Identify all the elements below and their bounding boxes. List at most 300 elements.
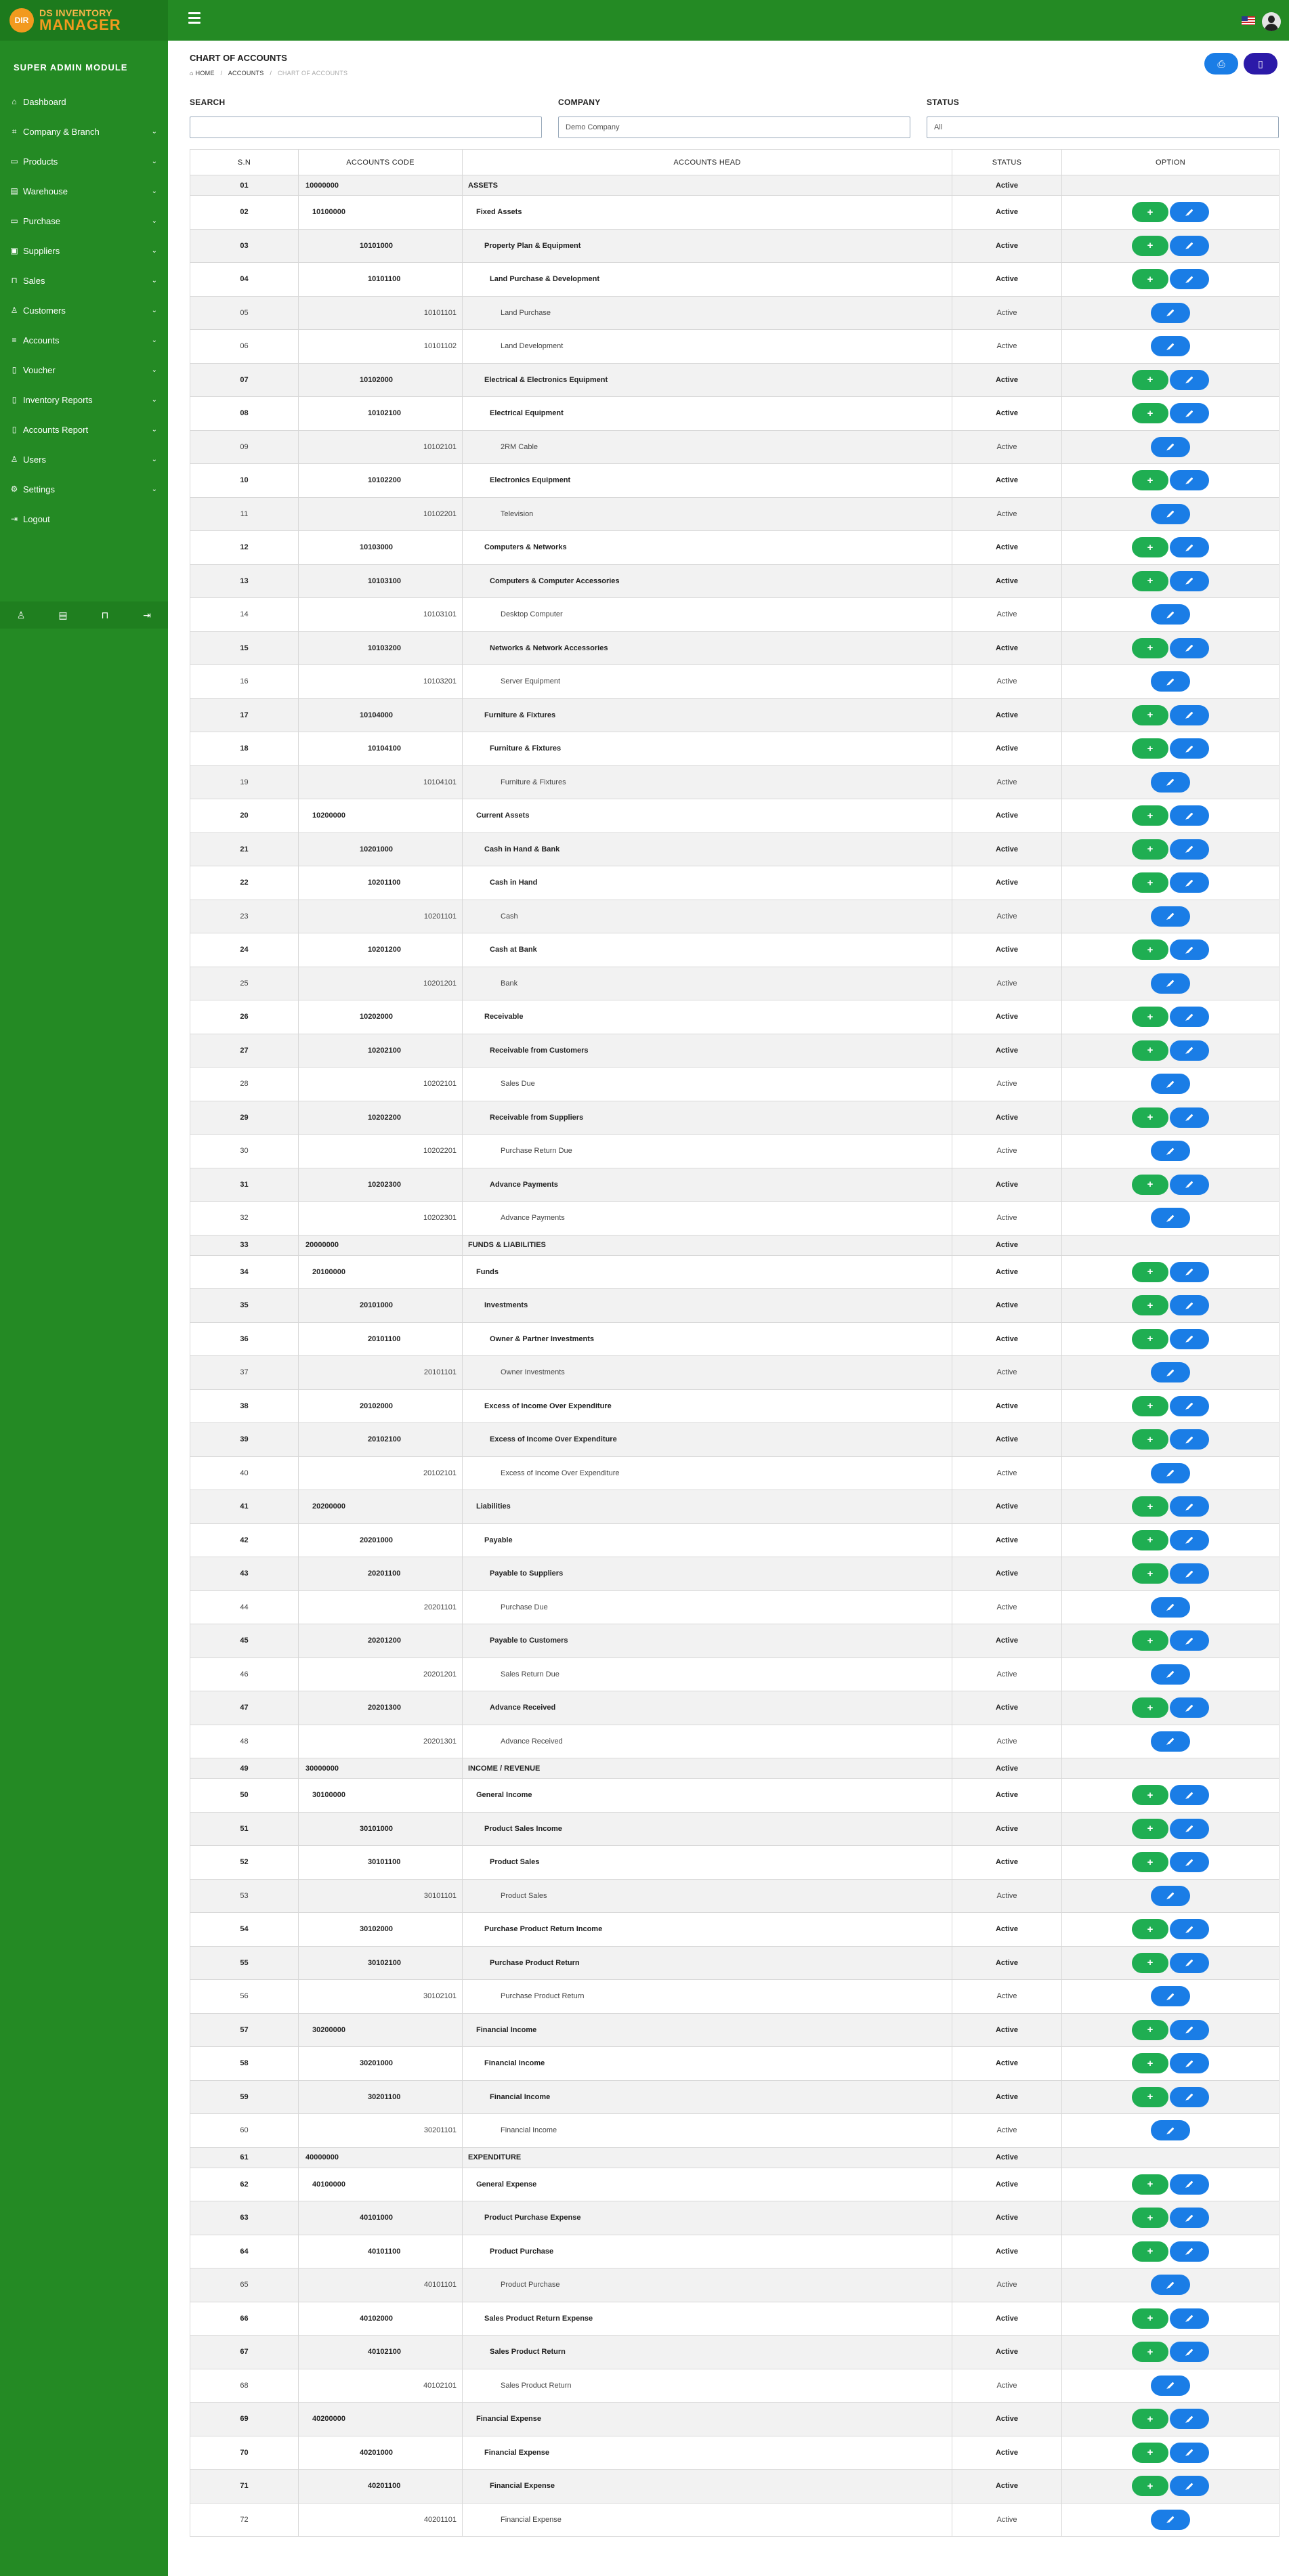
- plus-icon: +: [1147, 843, 1154, 856]
- table-row: [190, 1779, 1280, 1813]
- add-sub-account-button[interactable]: [1132, 1953, 1168, 1973]
- row-sn: 01: [190, 175, 299, 196]
- row-account-head: Sales Due: [463, 1068, 952, 1101]
- sidebar-item-sales[interactable]: [0, 266, 168, 295]
- home-icon[interactable]: ⌂: [190, 70, 194, 77]
- edit-account-button[interactable]: [1170, 537, 1209, 557]
- row-options: [1062, 1946, 1280, 1980]
- sidebar-item-label: Voucher: [23, 364, 56, 375]
- edit-account-button[interactable]: [1170, 2020, 1209, 2040]
- row-options: [1062, 1846, 1280, 1880]
- add-sub-account-button[interactable]: [1132, 2308, 1168, 2329]
- edit-account-button[interactable]: [1151, 1886, 1190, 1906]
- add-sub-account-button[interactable]: [1132, 2409, 1168, 2429]
- edit-account-button[interactable]: [1151, 906, 1190, 927]
- row-sn: 41: [190, 1490, 299, 1524]
- sidebar-item-products[interactable]: [0, 146, 168, 176]
- edit-account-button[interactable]: [1151, 2275, 1190, 2295]
- edit-account-button[interactable]: [1170, 1819, 1209, 1839]
- plus-icon: +: [1147, 206, 1154, 218]
- add-sub-account-button[interactable]: [1132, 1007, 1168, 1027]
- company-select[interactable]: Demo Company: [558, 117, 910, 138]
- row-status: Active: [952, 2403, 1062, 2436]
- plus-icon: +: [1147, 374, 1154, 386]
- pencil-icon: [1186, 2449, 1193, 2456]
- row-status: Active: [952, 363, 1062, 397]
- row-account-head: Product Purchase: [463, 2235, 952, 2268]
- print-button[interactable]: [1204, 53, 1238, 75]
- edit-account-button[interactable]: [1170, 1785, 1209, 1805]
- sign-out-icon[interactable]: ⇥: [143, 609, 151, 620]
- row-status: Active: [952, 2168, 1062, 2201]
- row-status: Active: [952, 900, 1062, 933]
- add-sub-account-button[interactable]: [1132, 403, 1168, 423]
- breadcrumb-home[interactable]: HOME: [195, 70, 215, 77]
- row-options: [1062, 2470, 1280, 2504]
- row-options: [1062, 2369, 1280, 2403]
- plus-icon: +: [1147, 2091, 1154, 2103]
- edit-account-button[interactable]: [1151, 1074, 1190, 1094]
- add-sub-account-button[interactable]: [1132, 1530, 1168, 1550]
- plus-icon: +: [1147, 407, 1154, 419]
- row-account-code: 10104101: [299, 765, 463, 799]
- edit-account-button[interactable]: [1170, 2443, 1209, 2463]
- edit-account-button[interactable]: [1170, 370, 1209, 390]
- plus-icon: +: [1147, 2245, 1154, 2258]
- row-account-code: 20201100: [299, 1557, 463, 1591]
- table-row: [190, 2336, 1280, 2369]
- add-sub-account-button[interactable]: [1132, 1496, 1168, 1517]
- plus-icon: +: [1147, 240, 1154, 252]
- row-options: [1062, 1235, 1280, 1255]
- sidebar-item-company-branch[interactable]: [0, 117, 168, 146]
- edit-account-button[interactable]: [1170, 2087, 1209, 2107]
- chevron-down-icon: ⌄: [151, 127, 157, 135]
- table-row: [190, 1068, 1280, 1101]
- edit-account-button[interactable]: [1170, 1496, 1209, 1517]
- avatar[interactable]: [1262, 12, 1281, 31]
- add-sub-account-button[interactable]: [1132, 2443, 1168, 2463]
- plus-icon: +: [1147, 2178, 1154, 2191]
- plus-icon: +: [1147, 1333, 1154, 1345]
- edit-account-button[interactable]: [1170, 2241, 1209, 2262]
- pencil-icon: [1167, 1470, 1174, 1477]
- plus-icon: +: [1147, 1789, 1154, 1801]
- edit-account-button[interactable]: [1170, 638, 1209, 658]
- add-sub-account-button[interactable]: [1132, 571, 1168, 591]
- edit-account-button[interactable]: [1170, 1329, 1209, 1349]
- table-row: [190, 1758, 1280, 1779]
- sidebar-item-accounts-report[interactable]: [0, 415, 168, 444]
- row-sn: 05: [190, 296, 299, 330]
- edit-account-button[interactable]: [1170, 1953, 1209, 1973]
- add-sub-account-button[interactable]: [1132, 370, 1168, 390]
- print-icon: ⎙: [1217, 58, 1225, 69]
- row-status: Active: [952, 1356, 1062, 1390]
- row-account-code: 30101101: [299, 1879, 463, 1913]
- plus-icon: +: [1147, 1011, 1154, 1023]
- edit-account-button[interactable]: [1170, 236, 1209, 256]
- edit-account-button[interactable]: [1170, 1563, 1209, 1584]
- edit-account-button[interactable]: [1170, 1396, 1209, 1416]
- add-sub-account-button[interactable]: [1132, 939, 1168, 960]
- edit-account-button[interactable]: [1170, 1107, 1209, 1128]
- row-account-code: 10102000: [299, 363, 463, 397]
- edit-account-button[interactable]: [1151, 1362, 1190, 1382]
- edit-account-button[interactable]: [1151, 303, 1190, 323]
- search-input[interactable]: [190, 117, 542, 138]
- row-status: Active: [952, 1913, 1062, 1947]
- add-sub-account-button[interactable]: [1132, 1697, 1168, 1718]
- pencil-icon: [1167, 1215, 1174, 1221]
- cart-icon: ▭: [10, 216, 18, 226]
- profile-icon[interactable]: ♙: [16, 609, 26, 620]
- edit-account-button[interactable]: [1170, 705, 1209, 725]
- row-account-head: 2RM Cable: [463, 430, 952, 464]
- row-account-code: 10104100: [299, 732, 463, 766]
- sidebar-item-suppliers[interactable]: [0, 236, 168, 266]
- pencil-icon: [1186, 1302, 1193, 1309]
- table-row: [190, 1000, 1280, 1034]
- pencil-icon: [1186, 276, 1193, 282]
- edit-account-button[interactable]: [1151, 1597, 1190, 1618]
- add-sub-account-button[interactable]: [1132, 1262, 1168, 1282]
- plus-icon: +: [1147, 273, 1154, 285]
- row-options: [1062, 175, 1280, 196]
- row-sn: 65: [190, 2268, 299, 2302]
- edit-account-button[interactable]: [1170, 2174, 1209, 2195]
- row-sn: 16: [190, 665, 299, 699]
- add-sub-account-button[interactable]: [1132, 2208, 1168, 2228]
- edit-account-button[interactable]: [1170, 202, 1209, 222]
- header-option: OPTION: [1062, 150, 1280, 175]
- edit-account-button[interactable]: [1151, 2376, 1190, 2396]
- edit-account-button[interactable]: [1170, 805, 1209, 826]
- row-status: Active: [952, 175, 1062, 196]
- row-sn: 48: [190, 1725, 299, 1758]
- add-sub-account-button[interactable]: [1132, 1040, 1168, 1061]
- row-options: [1062, 765, 1280, 799]
- table-row: [190, 1255, 1280, 1289]
- pencil-icon: [1186, 1825, 1193, 1832]
- row-account-head: Owner & Partner Investments: [463, 1322, 952, 1356]
- add-sub-account-button[interactable]: [1132, 236, 1168, 256]
- row-account-head: Sales Product Return: [463, 2336, 952, 2369]
- table-row: [190, 933, 1280, 967]
- row-options: [1062, 564, 1280, 598]
- row-status: Active: [952, 1946, 1062, 1980]
- add-sub-account-button[interactable]: [1132, 1429, 1168, 1450]
- sidebar-item-settings[interactable]: [0, 474, 168, 504]
- edit-account-button[interactable]: [1170, 571, 1209, 591]
- table-row: [190, 531, 1280, 565]
- add-sub-account-button[interactable]: [1132, 1396, 1168, 1416]
- add-sub-account-button[interactable]: [1132, 805, 1168, 826]
- add-sub-account-button[interactable]: [1132, 1107, 1168, 1128]
- edit-account-button[interactable]: [1170, 1040, 1209, 1061]
- warehouse-icon: ▤: [10, 186, 18, 196]
- pencil-icon: [1167, 2281, 1174, 2288]
- add-sub-account-button[interactable]: [1132, 2087, 1168, 2107]
- add-sub-account-button[interactable]: [1132, 470, 1168, 490]
- edit-account-button[interactable]: [1170, 2053, 1209, 2073]
- add-sub-account-button[interactable]: [1132, 1563, 1168, 1584]
- row-account-code: 10201201: [299, 967, 463, 1000]
- row-status: Active: [952, 1812, 1062, 1846]
- add-sub-account-button[interactable]: [1132, 738, 1168, 759]
- add-sub-account-button[interactable]: [1132, 1819, 1168, 1839]
- table-row: [190, 1879, 1280, 1913]
- row-account-code: 20201200: [299, 1624, 463, 1658]
- row-account-code: 20201301: [299, 1725, 463, 1758]
- edit-account-button[interactable]: [1151, 437, 1190, 457]
- edit-account-button[interactable]: [1170, 1175, 1209, 1195]
- sidebar-item-purchase[interactable]: [0, 206, 168, 236]
- add-sub-account-button[interactable]: [1132, 1852, 1168, 1872]
- row-options: [1062, 2080, 1280, 2114]
- add-sub-account-button[interactable]: [1132, 202, 1168, 222]
- pencil-icon: [1186, 2248, 1193, 2255]
- row-sn: 55: [190, 1946, 299, 1980]
- module-title: SUPER ADMIN MODULE: [14, 62, 128, 72]
- add-sub-account-button[interactable]: [1132, 269, 1168, 289]
- row-status: Active: [952, 229, 1062, 263]
- add-sub-account-button[interactable]: [1132, 1295, 1168, 1315]
- pencil-icon: [1167, 1147, 1174, 1154]
- edit-account-button[interactable]: [1170, 2409, 1209, 2429]
- plus-icon: +: [1147, 1400, 1154, 1412]
- row-account-code: 30201101: [299, 2114, 463, 2148]
- lock-icon[interactable]: ⊓: [101, 609, 109, 620]
- row-sn: 09: [190, 430, 299, 464]
- sidebar-item-accounts[interactable]: [0, 325, 168, 355]
- pencil-icon: [1167, 2382, 1174, 2389]
- row-account-code: 10102100: [299, 397, 463, 431]
- header-accounts-head: ACCOUNTS HEAD: [463, 150, 952, 175]
- sidebar-item-label: Sales: [23, 275, 45, 286]
- row-options: [1062, 1557, 1280, 1591]
- pencil-icon: [1186, 1181, 1193, 1188]
- add-sub-account-button[interactable]: [1132, 2342, 1168, 2362]
- add-sub-account-button[interactable]: [1132, 2174, 1168, 2195]
- edit-account-button[interactable]: [1151, 1731, 1190, 1752]
- plus-icon: +: [1147, 1179, 1154, 1191]
- row-account-code: 40102100: [299, 2336, 463, 2369]
- add-sub-account-button[interactable]: [1132, 1329, 1168, 1349]
- add-sub-account-button[interactable]: [1132, 2476, 1168, 2496]
- pdf-button[interactable]: [1244, 53, 1277, 75]
- row-account-code: 40000000: [299, 2147, 463, 2168]
- row-sn: 39: [190, 1423, 299, 1457]
- row-account-head: EXPENDITURE: [463, 2147, 952, 2168]
- table-row: [190, 866, 1280, 900]
- edit-account-button[interactable]: [1170, 1530, 1209, 1550]
- add-sub-account-button[interactable]: [1132, 638, 1168, 658]
- sidebar-item-logout[interactable]: [0, 504, 168, 534]
- edit-account-button[interactable]: [1151, 1463, 1190, 1483]
- row-account-code: 30200000: [299, 2013, 463, 2047]
- row-account-head: Sales Product Return: [463, 2369, 952, 2403]
- sidebar-item-voucher[interactable]: [0, 355, 168, 385]
- table-header-row: [190, 150, 1280, 175]
- table-row: [190, 1389, 1280, 1423]
- table-row: [190, 2403, 1280, 2436]
- edit-account-button[interactable]: [1170, 1295, 1209, 1315]
- breadcrumb-accounts[interactable]: ACCOUNTS: [228, 70, 264, 77]
- row-sn: 33: [190, 1235, 299, 1255]
- row-sn: 59: [190, 2080, 299, 2114]
- edit-account-button[interactable]: [1170, 2308, 1209, 2329]
- row-account-code: 40101101: [299, 2268, 463, 2302]
- row-status: Active: [952, 397, 1062, 431]
- edit-account-button[interactable]: [1151, 772, 1190, 793]
- edit-account-button[interactable]: [1170, 1697, 1209, 1718]
- edit-account-button[interactable]: [1151, 1208, 1190, 1228]
- edit-account-button[interactable]: [1151, 336, 1190, 356]
- pencil-icon: [1167, 1993, 1174, 2000]
- row-options: [1062, 196, 1280, 230]
- edit-account-button[interactable]: [1151, 2510, 1190, 2530]
- sidebar-item-inventory-reports[interactable]: [0, 385, 168, 415]
- row-sn: 07: [190, 363, 299, 397]
- row-account-code: 10202301: [299, 1202, 463, 1236]
- plus-icon: +: [1147, 1957, 1154, 1969]
- edit-account-button[interactable]: [1151, 973, 1190, 994]
- pencil-icon: [1186, 1926, 1193, 1933]
- row-options: [1062, 1423, 1280, 1457]
- status-select[interactable]: All: [927, 117, 1279, 138]
- edit-account-button[interactable]: [1170, 2476, 1209, 2496]
- row-status: Active: [952, 631, 1062, 665]
- edit-account-button[interactable]: [1170, 1262, 1209, 1282]
- pdf-file-icon: ▯: [1258, 58, 1263, 69]
- row-status: Active: [952, 765, 1062, 799]
- id-card-icon[interactable]: ▤: [58, 609, 68, 620]
- pencil-icon: [1186, 2315, 1193, 2322]
- add-sub-account-button[interactable]: [1132, 872, 1168, 893]
- us-flag-icon[interactable]: [1242, 16, 1255, 25]
- edit-account-button[interactable]: [1151, 504, 1190, 524]
- row-account-code: 30201100: [299, 2080, 463, 2114]
- edit-account-button[interactable]: [1151, 1141, 1190, 1161]
- row-account-code: 20101100: [299, 1322, 463, 1356]
- row-options: [1062, 2436, 1280, 2470]
- pencil-icon: [1186, 1704, 1193, 1711]
- sidebar-item-label: Customers: [23, 305, 66, 316]
- add-sub-account-button[interactable]: [1132, 537, 1168, 557]
- edit-account-button[interactable]: [1170, 939, 1209, 960]
- chevron-down-icon: ⌄: [151, 396, 157, 404]
- edit-account-button[interactable]: [1170, 2208, 1209, 2228]
- edit-account-button[interactable]: [1170, 1630, 1209, 1651]
- chevron-down-icon: ⌄: [151, 187, 157, 195]
- table-row: [190, 1490, 1280, 1524]
- edit-account-button[interactable]: [1170, 872, 1209, 893]
- row-sn: 34: [190, 1255, 299, 1289]
- row-options: [1062, 2201, 1280, 2235]
- add-sub-account-button[interactable]: [1132, 2053, 1168, 2073]
- plus-icon: +: [1147, 2346, 1154, 2358]
- row-sn: 44: [190, 1590, 299, 1624]
- plus-icon: +: [1147, 742, 1154, 755]
- row-account-head: Excess of Income Over Expenditure: [463, 1423, 952, 1457]
- table-row: [190, 1812, 1280, 1846]
- chart-of-accounts-table: [190, 149, 1279, 2537]
- row-account-code: 30102101: [299, 1980, 463, 2014]
- edit-account-button[interactable]: [1170, 1919, 1209, 1939]
- row-options: [1062, 1356, 1280, 1390]
- edit-account-button[interactable]: [1170, 403, 1209, 423]
- add-sub-account-button[interactable]: [1132, 1630, 1168, 1651]
- add-sub-account-button[interactable]: [1132, 2020, 1168, 2040]
- row-account-head: Financial Income: [463, 2080, 952, 2114]
- edit-account-button[interactable]: [1151, 2120, 1190, 2140]
- row-status: Active: [952, 1590, 1062, 1624]
- edit-account-button[interactable]: [1151, 671, 1190, 692]
- row-sn: 14: [190, 598, 299, 632]
- edit-account-button[interactable]: [1170, 2342, 1209, 2362]
- table-row: [190, 363, 1280, 397]
- sidebar-item-customers[interactable]: [0, 295, 168, 325]
- sidebar-item-dashboard[interactable]: [0, 87, 168, 117]
- menu-toggle-icon[interactable]: [188, 12, 200, 23]
- add-sub-account-button[interactable]: [1132, 705, 1168, 725]
- breadcrumb: [190, 70, 347, 77]
- table-row: [190, 1034, 1280, 1068]
- add-sub-account-button[interactable]: [1132, 1175, 1168, 1195]
- edit-account-button[interactable]: [1170, 269, 1209, 289]
- row-account-code: 10200000: [299, 799, 463, 833]
- table-row: [190, 2201, 1280, 2235]
- row-options: [1062, 1034, 1280, 1068]
- edit-account-button[interactable]: [1170, 470, 1209, 490]
- edit-account-button[interactable]: [1151, 1664, 1190, 1685]
- sidebar: [0, 0, 168, 2576]
- sidebar-item-users[interactable]: [0, 444, 168, 474]
- edit-account-button[interactable]: [1170, 1852, 1209, 1872]
- row-account-code: 20200000: [299, 1490, 463, 1524]
- row-status: Active: [952, 531, 1062, 565]
- row-status: Active: [952, 1202, 1062, 1236]
- table-row: [190, 1691, 1280, 1725]
- edit-account-button[interactable]: [1170, 738, 1209, 759]
- edit-account-button[interactable]: [1151, 1986, 1190, 2006]
- edit-account-button[interactable]: [1170, 1429, 1209, 1450]
- row-sn: 30: [190, 1135, 299, 1168]
- row-options: [1062, 2302, 1280, 2336]
- row-sn: 64: [190, 2235, 299, 2268]
- row-account-head: Sales Return Due: [463, 1657, 952, 1691]
- row-sn: 32: [190, 1202, 299, 1236]
- add-sub-account-button[interactable]: [1132, 1919, 1168, 1939]
- edit-account-button[interactable]: [1170, 1007, 1209, 1027]
- row-sn: 28: [190, 1068, 299, 1101]
- sidebar-item-warehouse[interactable]: [0, 176, 168, 206]
- breadcrumb-separator: /: [270, 70, 272, 77]
- table-row: [190, 229, 1280, 263]
- pencil-icon: [1167, 678, 1174, 685]
- plus-icon: +: [1147, 2057, 1154, 2069]
- add-sub-account-button[interactable]: [1132, 2241, 1168, 2262]
- add-sub-account-button[interactable]: [1132, 839, 1168, 860]
- row-options: [1062, 1758, 1280, 1779]
- edit-account-button[interactable]: [1151, 604, 1190, 625]
- row-options: [1062, 2336, 1280, 2369]
- edit-account-button[interactable]: [1170, 839, 1209, 860]
- row-status: Active: [952, 2114, 1062, 2148]
- add-sub-account-button[interactable]: [1132, 1785, 1168, 1805]
- brand-logo[interactable]: [0, 0, 168, 41]
